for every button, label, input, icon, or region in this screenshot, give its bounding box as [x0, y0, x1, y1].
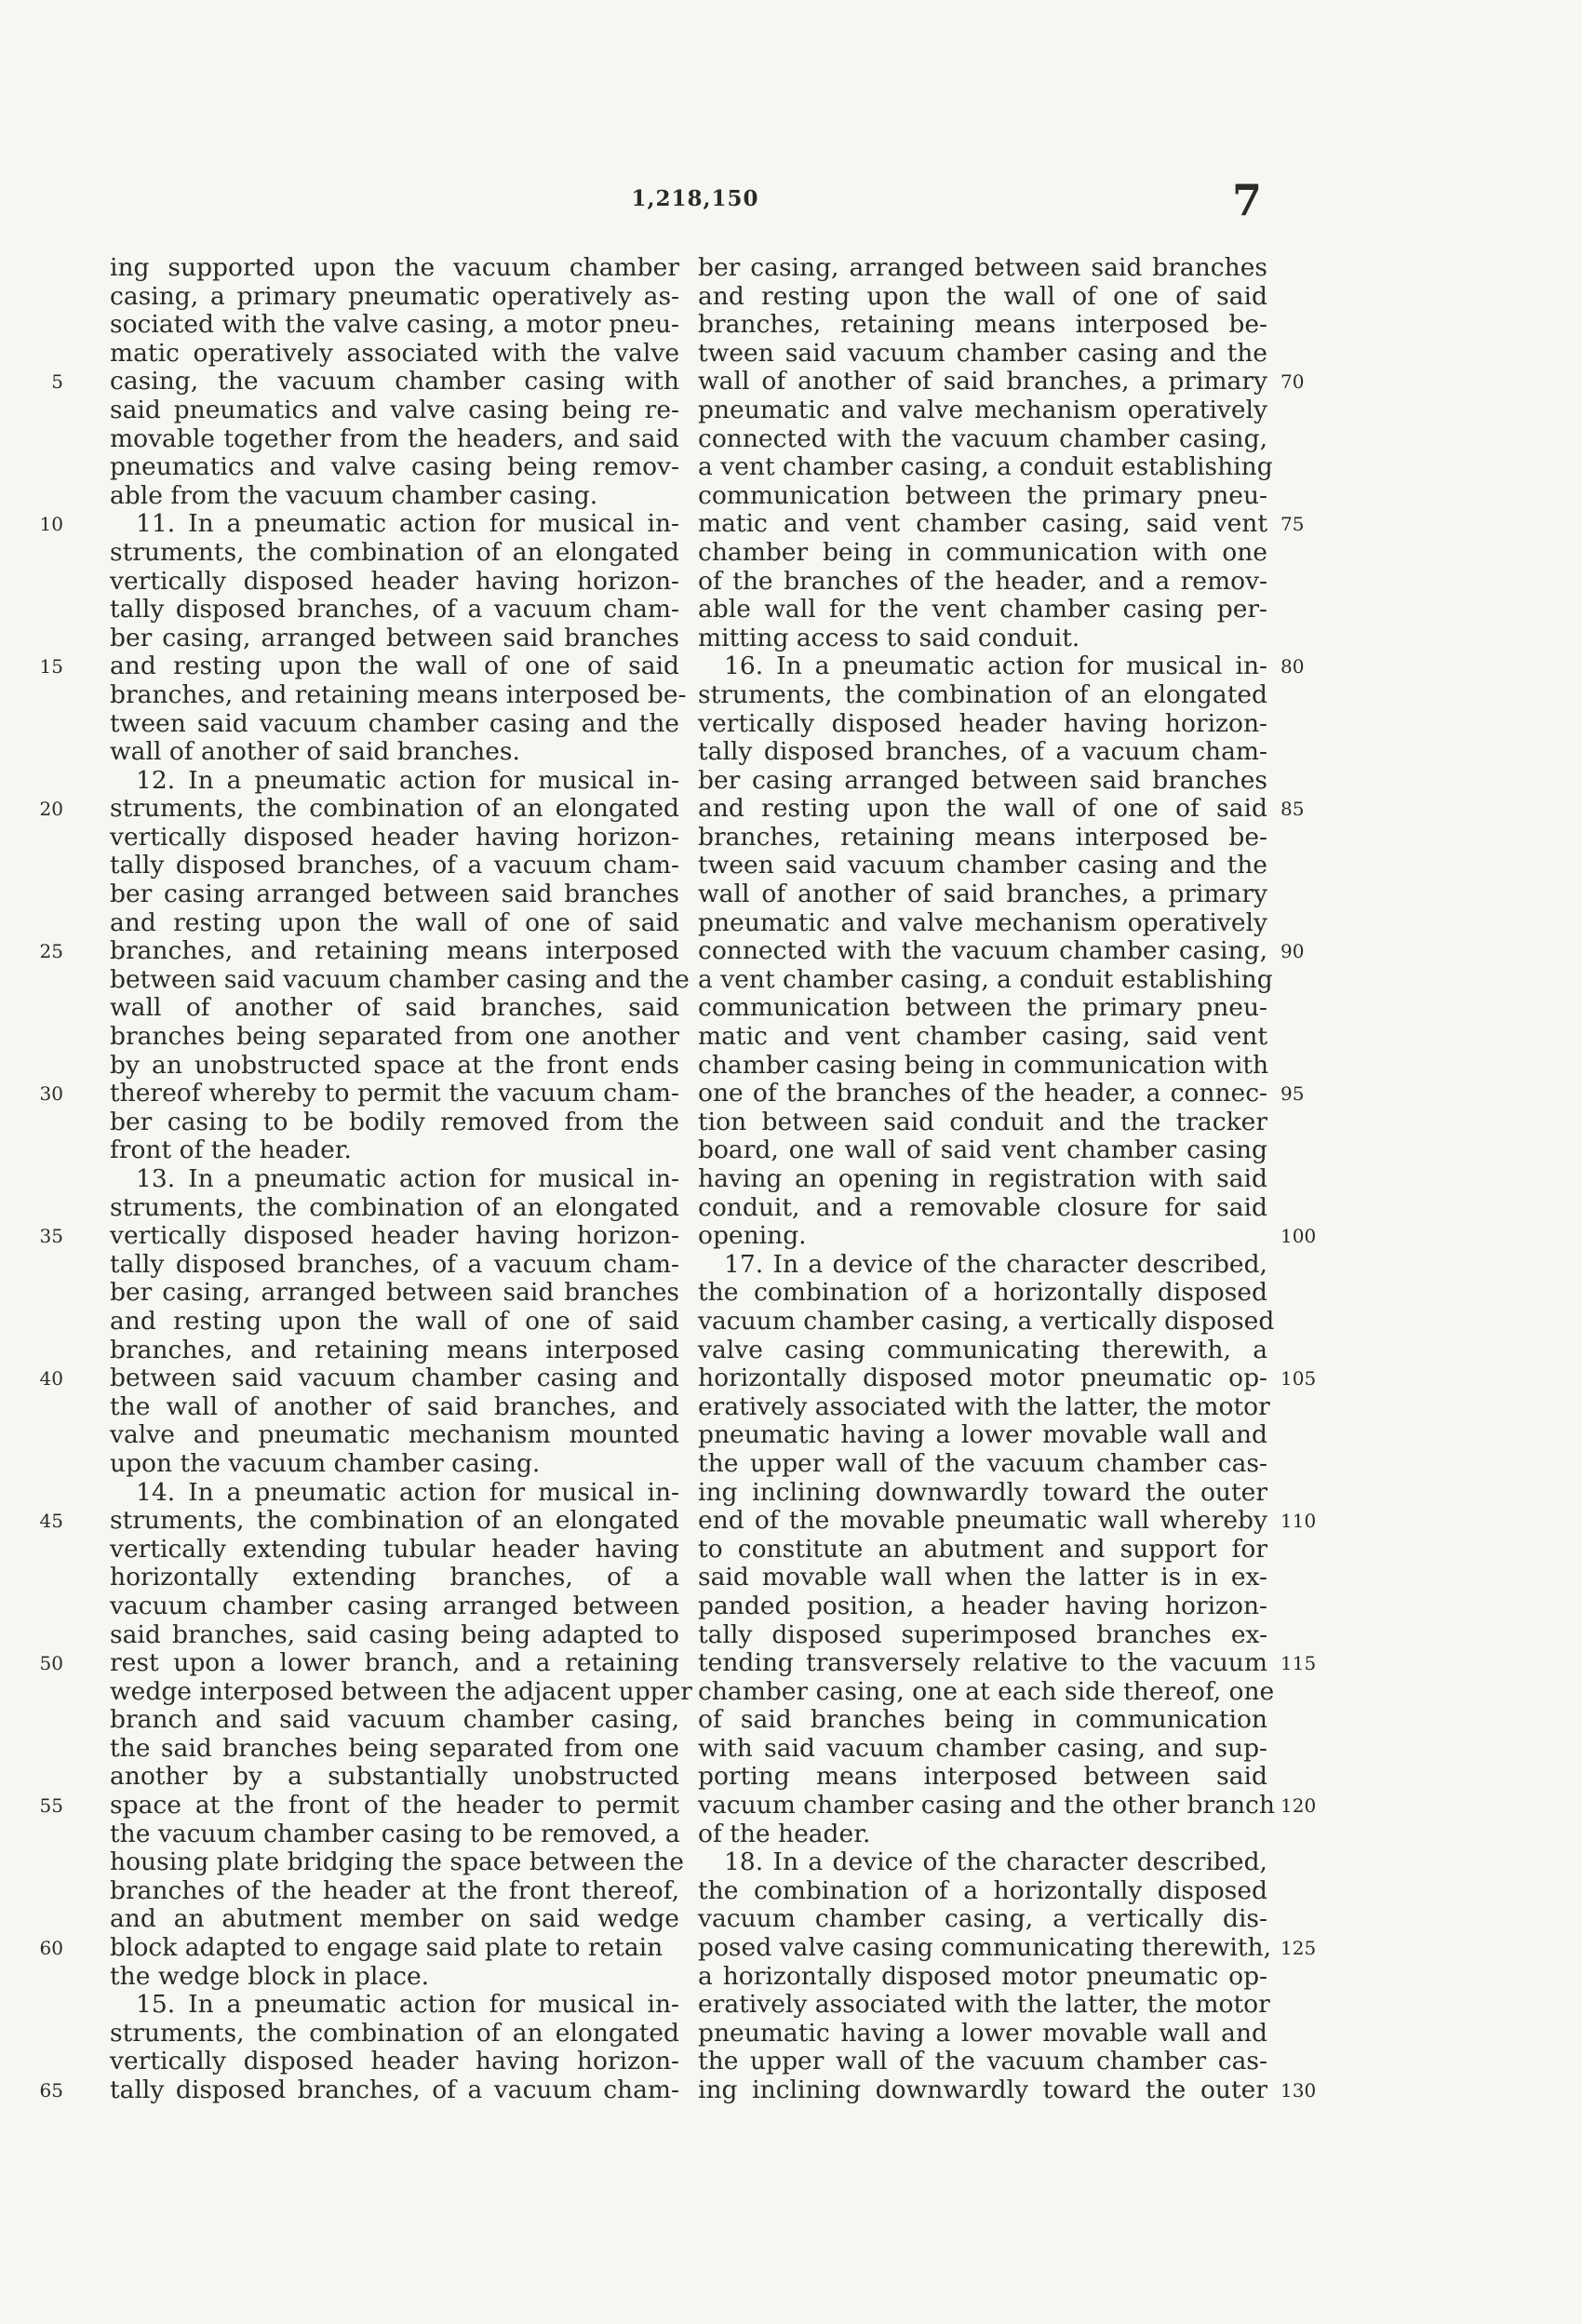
text-line: vacuum chamber casing arranged between [110, 1591, 679, 1620]
text-line: said branches, said casing being adapted to [110, 1619, 679, 1649]
text-line: 18. In a device of the character described, [724, 1847, 1267, 1877]
text-line: housing plate bridging the space between the [110, 1847, 684, 1877]
line-number: 35 [39, 1225, 63, 1248]
line-number: 120 [1280, 1794, 1317, 1818]
line-number: 85 [1280, 798, 1305, 821]
text-line: tending transversely relative to the vacuum [698, 1648, 1267, 1678]
text-line: the upper wall of the vacuum chamber cas- [698, 2047, 1267, 2076]
line-number: 70 [1280, 370, 1305, 394]
line-number: 125 [1280, 1937, 1317, 1960]
text-line: ber casing, arranged between said branches [110, 623, 679, 652]
line-number: 130 [1280, 2079, 1317, 2102]
line-number: 45 [39, 1510, 63, 1533]
text-line: between said vacuum chamber casing and the [110, 964, 690, 994]
line-number: 15 [39, 655, 63, 678]
text-line: by an unobstructed space at the front ends [110, 1050, 679, 1080]
line-number: 40 [39, 1367, 63, 1390]
text-line: a vent chamber casing, a conduit establishing [698, 964, 1273, 994]
text-line: and resting upon the wall of one of said [698, 281, 1267, 311]
text-line: a horizontally disposed motor pneumatic op- [698, 1961, 1267, 1991]
text-line: panded position, a header having horizon- [698, 1591, 1267, 1620]
text-line: 17. In a device of the character described, [724, 1249, 1267, 1279]
text-line: chamber being in communication with one [698, 537, 1267, 567]
text-line: ber casing arranged between said branches [110, 880, 679, 909]
text-line: able from the vacuum chamber casing. [110, 480, 598, 510]
text-line: mitting access to said conduit. [698, 623, 1080, 652]
text-line: branches, and retaining means interposed [110, 1335, 679, 1364]
text-line: the combination of a horizontally disposed [698, 1278, 1267, 1308]
line-number: 20 [39, 798, 63, 821]
text-line: end of the movable pneumatic wall whereby [698, 1506, 1267, 1536]
text-line: another by a substantially unobstructed [110, 1762, 679, 1792]
text-line: and resting upon the wall of one of said [110, 652, 679, 681]
text-line: the wedge block in place. [110, 1961, 430, 1991]
text-line: of said branches being in communication [698, 1705, 1267, 1735]
text-line: eratively associated with the latter, the motor [698, 1990, 1270, 2020]
text-line: pneumatic and valve mechanism operatively [698, 395, 1267, 424]
text-line: 11. In a pneumatic action for musical in- [136, 509, 679, 539]
text-line: the combination of a horizontally disposed [698, 1875, 1267, 1905]
text-line: upon the vacuum chamber casing. [110, 1448, 541, 1478]
text-line: board, one wall of said vent chamber casing [698, 1135, 1267, 1165]
text-line: tally disposed branches, of a vacuum cham- [110, 2075, 679, 2104]
text-line: branches, retaining means interposed be- [698, 310, 1267, 340]
line-number: 95 [1280, 1082, 1305, 1106]
left-column [110, 253, 692, 2105]
line-number: 50 [39, 1652, 63, 1675]
text-line: branches of the header at the front thereof, [110, 1875, 679, 1905]
line-number: 30 [39, 1082, 63, 1106]
text-line: vacuum chamber casing and the other branch [698, 1791, 1275, 1820]
text-line: struments, the combination of an elongated [110, 1192, 679, 1222]
text-line: sociated with the valve casing, a motor pneu- [110, 310, 679, 340]
text-line: said movable wall when the latter is in ex- [698, 1563, 1267, 1592]
text-line: the vacuum chamber casing to be removed, a [110, 1819, 680, 1848]
text-line: 15. In a pneumatic action for musical in- [136, 1990, 679, 2020]
text-line: porting means interposed between said [698, 1762, 1267, 1792]
text-line: and resting upon the wall of one of said [110, 1306, 679, 1336]
text-line: eratively associated with the latter, the motor [698, 1391, 1270, 1421]
text-line: struments, the combination of an elongated [698, 679, 1267, 709]
text-line: matic operatively associated with the valve [110, 338, 679, 368]
text-line: ber casing arranged between said branches [698, 765, 1267, 795]
text-line: tion between said conduit and the tracker [698, 1107, 1267, 1136]
line-number: 90 [1280, 940, 1305, 963]
text-line: valve and pneumatic mechanism mounted [110, 1420, 679, 1450]
text-line: vacuum chamber casing, a vertically dis- [698, 1904, 1267, 1934]
text-line: of the branches of the header, and a remov- [698, 566, 1267, 596]
text-line: pneumatic having a lower movable wall and [698, 1420, 1267, 1450]
text-line: 12. In a pneumatic action for musical in- [136, 765, 679, 795]
text-line: front of the header. [110, 1135, 352, 1165]
text-line: wedge interposed between the adjacent upper [110, 1676, 692, 1706]
text-line: connected with the vacuum chamber casing, [698, 936, 1267, 966]
text-line: chamber casing, one at each side thereof, one [698, 1676, 1275, 1706]
text-line: 14. In a pneumatic action for musical in- [136, 1477, 679, 1507]
text-line: of the header. [698, 1819, 871, 1848]
text-line: ber casing to be bodily removed from the [110, 1107, 679, 1136]
text-line: struments, the combination of an elongated [110, 1506, 679, 1536]
line-number: 100 [1280, 1225, 1317, 1248]
line-number: 80 [1280, 655, 1305, 678]
text-line: struments, the combination of an elongated [110, 537, 679, 567]
text-line: said pneumatics and valve casing being re- [110, 395, 679, 424]
text-line: movable together from the headers, and said [110, 423, 679, 453]
text-line: vertically disposed header having horizon- [110, 822, 679, 852]
line-number: 115 [1280, 1652, 1317, 1675]
text-line: the upper wall of the vacuum chamber cas- [698, 1448, 1267, 1478]
text-line: vacuum chamber casing, a vertically disposed [698, 1306, 1275, 1336]
text-line: vertically disposed header having horizon- [110, 1221, 679, 1251]
text-line: pneumatics and valve casing being remov- [110, 452, 679, 482]
line-number: 60 [39, 1937, 63, 1960]
text-line: the wall of another of said branches, and [110, 1391, 679, 1421]
line-number: 25 [39, 940, 63, 963]
line-number: 105 [1280, 1367, 1317, 1390]
text-line: having an opening in registration with said [698, 1164, 1267, 1193]
text-line: pneumatic having a lower movable wall and [698, 2018, 1267, 2048]
text-line: tween said vacuum chamber casing and the [698, 851, 1267, 880]
text-line: and resting upon the wall of one of said [698, 794, 1267, 824]
text-line: vertically disposed header having horizon- [110, 2047, 679, 2076]
right-column [698, 253, 1275, 2105]
text-line: valve casing communicating therewith, a [698, 1335, 1267, 1364]
text-line: horizontally extending branches, of a [110, 1563, 679, 1592]
text-line: wall of another of said branches, a primary [698, 367, 1267, 396]
text-line: horizontally disposed motor pneumatic op- [698, 1364, 1267, 1393]
text-line: branches, and retaining means interposed [110, 936, 679, 966]
text-line: ing inclining downwardly toward the outer [698, 2075, 1267, 2104]
text-line: 13. In a pneumatic action for musical in- [136, 1164, 679, 1193]
text-line: tally disposed branches, of a vacuum cham- [110, 595, 679, 625]
text-line: branches being separated from one another [110, 1022, 679, 1052]
text-line: tally disposed branches, of a vacuum cham- [110, 851, 679, 880]
line-number: 10 [39, 513, 63, 536]
line-number: 65 [39, 2079, 63, 2102]
text-line: branches, retaining means interposed be- [698, 822, 1267, 852]
text-line: opening. [698, 1221, 807, 1251]
text-line: tally disposed branches, of a vacuum cham- [110, 1249, 679, 1279]
text-line: wall of another of said branches, said [110, 993, 679, 1023]
text-line: able wall for the vent chamber casing per- [698, 595, 1267, 625]
text-line: matic and vent chamber casing, said vent [698, 509, 1267, 539]
line-number: 110 [1280, 1510, 1317, 1533]
sheet-number: 7 [1232, 175, 1263, 225]
text-line: ber casing, arranged between said branches [110, 1278, 679, 1308]
text-line: ber casing, arranged between said branches [698, 253, 1267, 282]
line-number: 5 [51, 370, 63, 394]
text-line: wall of another of said branches. [110, 737, 520, 767]
line-number: 55 [39, 1794, 63, 1818]
text-line: connected with the vacuum chamber casing, [698, 423, 1267, 453]
text-line: vertically disposed header having horizon- [110, 566, 679, 596]
text-line: tally disposed superimposed branches ex- [698, 1619, 1267, 1649]
text-line: to constitute an abutment and support for [698, 1534, 1267, 1564]
text-line: and an abutment member on said wedge [110, 1904, 679, 1934]
text-line: and resting upon the wall of one of said [110, 907, 679, 937]
page-number: 1,218,150 [631, 186, 759, 211]
text-line: chamber casing being in communication with [698, 1050, 1269, 1080]
text-line: struments, the combination of an elongated [110, 794, 679, 824]
text-line: pneumatic and valve mechanism operatively [698, 907, 1267, 937]
text-line: conduit, and a removable closure for said [698, 1192, 1267, 1222]
text-line: wall of another of said branches, a primary [698, 880, 1267, 909]
text-line: with said vacuum chamber casing, and sup- [698, 1733, 1267, 1763]
text-line: tween said vacuum chamber casing and the [110, 708, 679, 738]
text-line: tween said vacuum chamber casing and the [698, 338, 1267, 368]
text-line: casing, the vacuum chamber casing with [110, 367, 679, 396]
text-line: branch and said vacuum chamber casing, [110, 1705, 679, 1735]
text-line: matic and vent chamber casing, said vent [698, 1022, 1267, 1052]
text-line: vertically disposed header having horizon- [698, 708, 1267, 738]
text-line: space at the front of the header to permit [110, 1791, 679, 1820]
text-line: struments, the combination of an elongated [110, 2018, 679, 2048]
text-line: posed valve casing communicating therewith, [698, 1933, 1272, 1963]
text-line: tally disposed branches, of a vacuum cham- [698, 737, 1267, 767]
text-line: ing inclining downwardly toward the outer [698, 1477, 1267, 1507]
text-line: branches, and retaining means interposed be- [110, 679, 687, 709]
text-line: rest upon a lower branch, and a retaining [110, 1648, 679, 1678]
text-line: ing supported upon the vacuum chamber [110, 253, 679, 282]
text-line: thereof whereby to permit the vacuum cham- [110, 1079, 679, 1108]
text-line: one of the branches of the header, a connec- [698, 1079, 1267, 1108]
text-line: the said branches being separated from one [110, 1733, 679, 1763]
text-line: casing, a primary pneumatic operatively as- [110, 281, 679, 311]
text-line: block adapted to engage said plate to retain [110, 1933, 664, 1963]
text-line: communication between the primary pneu- [698, 480, 1267, 510]
text-line: 16. In a pneumatic action for musical in- [724, 652, 1267, 681]
text-line: communication between the primary pneu- [698, 993, 1267, 1023]
text-line: between said vacuum chamber casing and [110, 1364, 679, 1393]
text-line: a vent chamber casing, a conduit establishing [698, 452, 1273, 482]
line-number: 75 [1280, 513, 1305, 536]
text-line: vertically extending tubular header having [110, 1534, 679, 1564]
